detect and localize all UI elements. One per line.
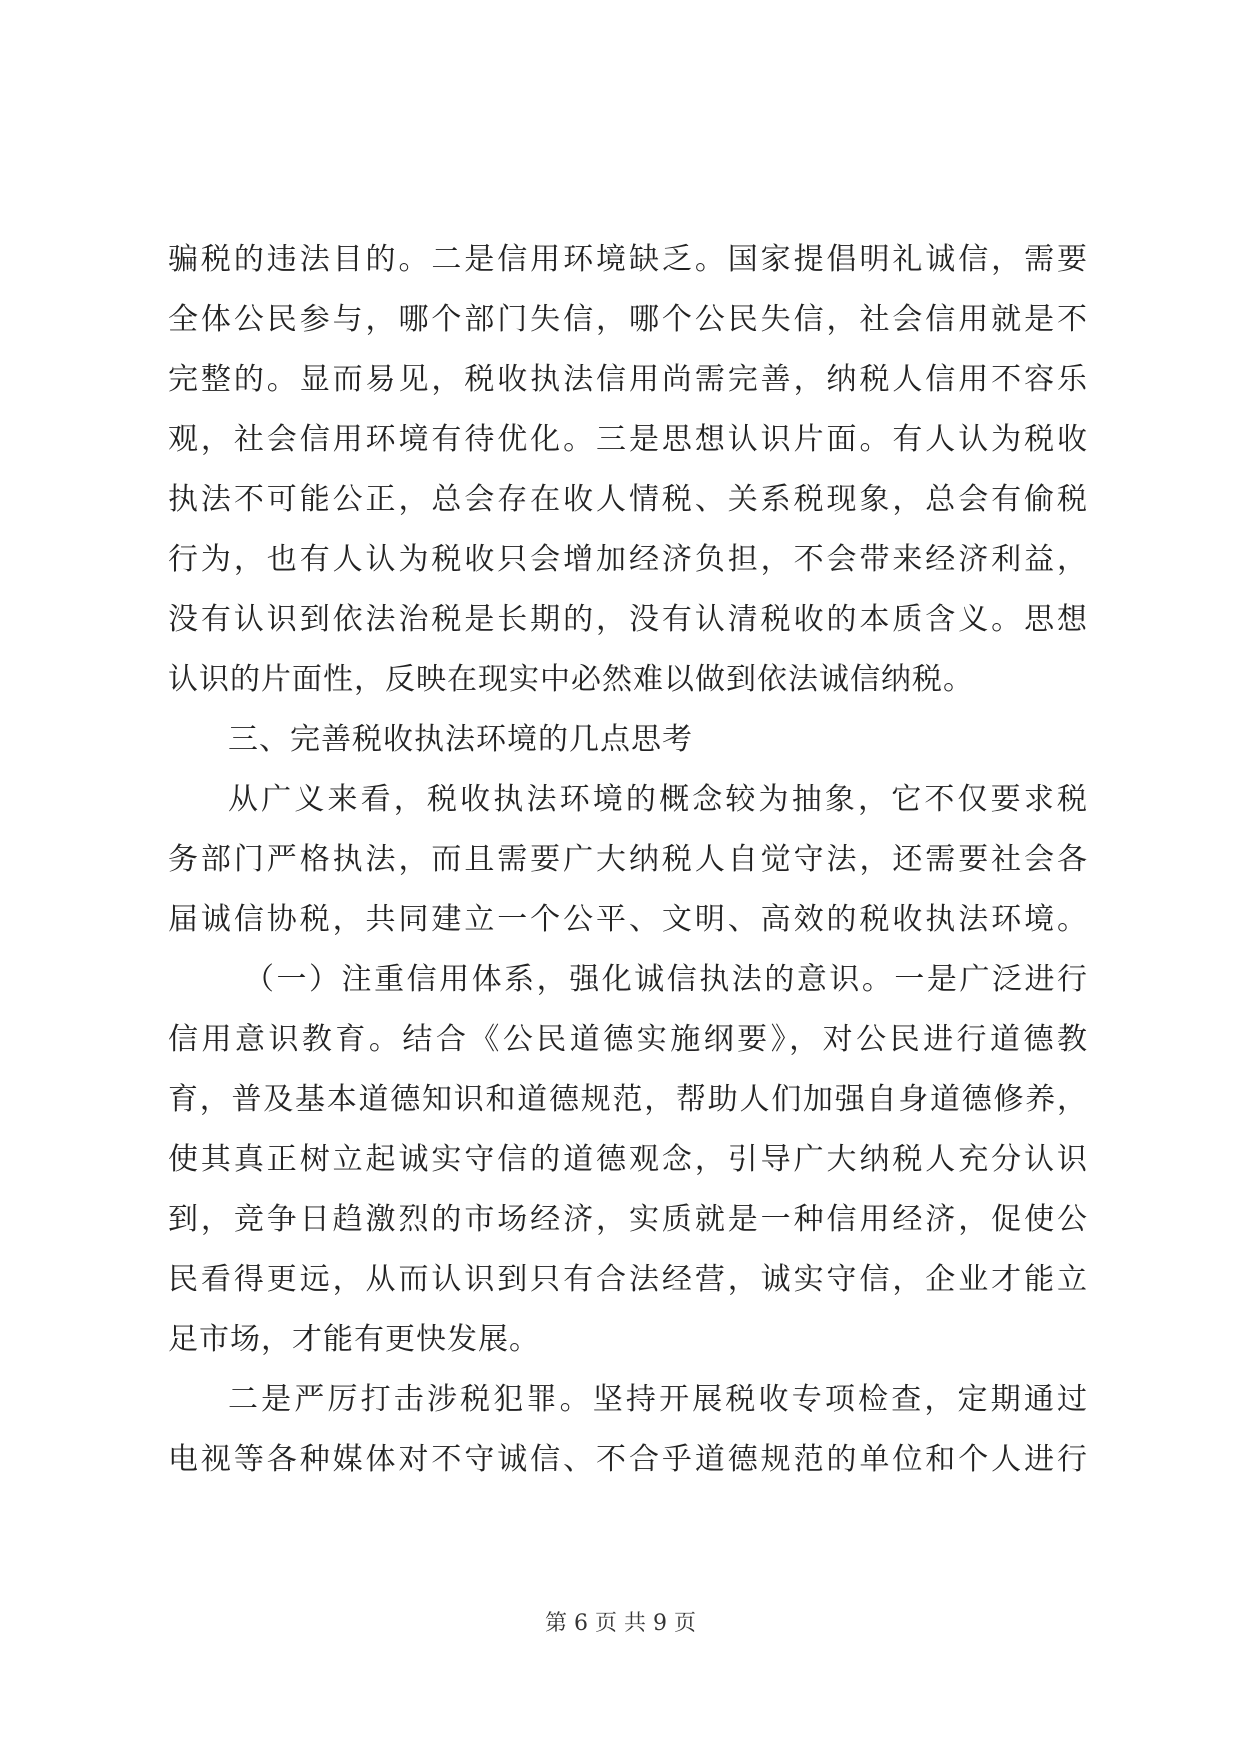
text-line: 到，竞争日趋激烈的市场经济，实质就是一种信用经济，促使公 [168,1202,1088,1237]
text-line: 务部门严格执法，而且需要广大纳税人自觉守法，还需要社会各 [168,842,1088,877]
subsection-heading-line: （一）注重信用体系，强化诚信执法的意识。一是广泛进行 [244,962,1088,997]
text-line: 全体公民参与，哪个部门失信，哪个公民失信，社会信用就是不 [168,302,1088,337]
text-line: 二是严厉打击涉税犯罪。坚持开展税收专项检查，定期通过 [228,1382,1088,1417]
text-line: 育，普及基本道德知识和道德规范，帮助人们加强自身道德修养， [168,1082,1088,1117]
text-line: 认识的片面性，反映在现实中必然难以做到依法诚信纳税。 [168,662,974,697]
text-line: 电视等各种媒体对不守诚信、不合乎道德规范的单位和个人进行 [168,1442,1088,1477]
text-line: 足市场，才能有更快发展。 [168,1322,540,1357]
text-line: 使其真正树立起诚实守信的道德观念，引导广大纳税人充分认识 [168,1142,1088,1177]
section-heading: 三、完善税收执法环境的几点思考 [228,722,693,757]
text-line: 民看得更远，从而认识到只有合法经营，诚实守信，企业才能立 [168,1262,1088,1297]
text-line: 届诚信协税，共同建立一个公平、文明、高效的税收执法环境。 [168,902,1088,937]
text-line: 从广义来看，税收执法环境的概念较为抽象，它不仅要求税 [228,782,1088,817]
text-line: 执法不可能公正，总会存在收人情税、关系税现象，总会有偷税 [168,482,1088,517]
text-line: 信用意识教育。结合《公民道德实施纲要》，对公民进行道德教 [168,1022,1088,1057]
document-body [168,230,1088,1490]
text-line: 没有认识到依法治税是长期的，没有认清税收的本质含义。思想 [168,602,1088,637]
text-line: 行为，也有人认为税收只会增加经济负担，不会带来经济利益， [168,542,1088,577]
page-number-footer: 第 6 页 共 9 页 [545,1611,696,1636]
text-line: 观，社会信用环境有待优化。三是思想认识片面。有人认为税收 [168,422,1088,457]
text-line: 骗税的违法目的。二是信用环境缺乏。国家提倡明礼诚信，需要 [168,242,1088,277]
text-line: 完整的。显而易见，税收执法信用尚需完善，纳税人信用不容乐 [168,362,1088,397]
